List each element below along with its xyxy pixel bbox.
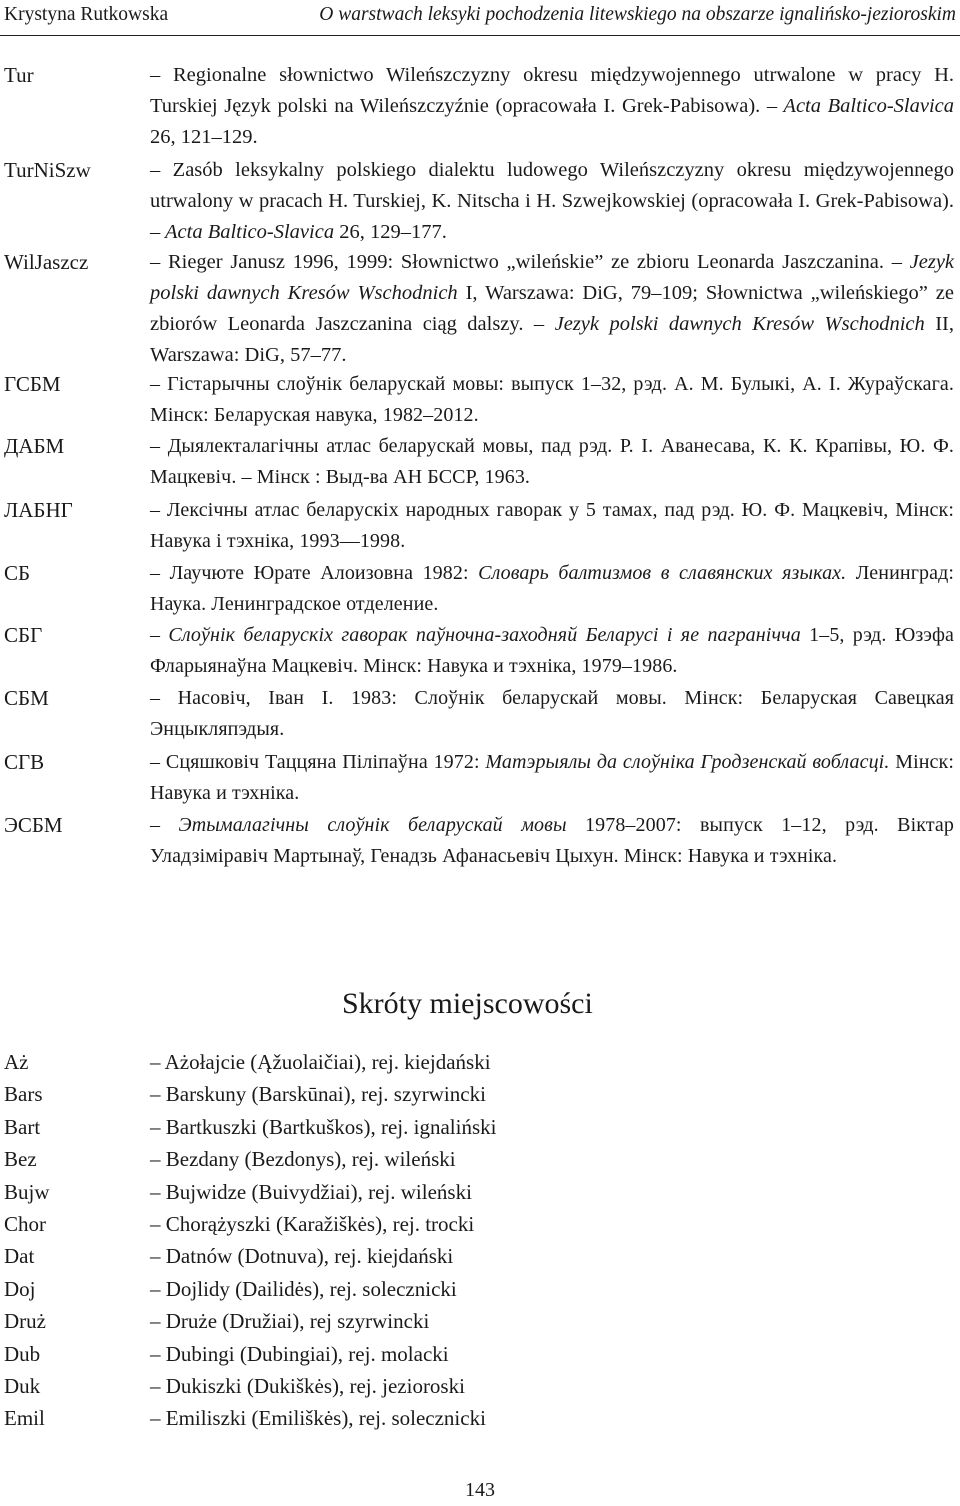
abbreviation-code: СБМ bbox=[4, 686, 49, 710]
text-segment: 26, 121‒129. bbox=[150, 126, 258, 148]
text-segment: Мінск: Навука и тэхніка. bbox=[150, 751, 955, 804]
place-entry bbox=[0, 1046, 960, 1078]
place-entry bbox=[0, 1143, 960, 1175]
place-code: Duk bbox=[4, 1373, 41, 1398]
text-segment: Regionalne słownictwo Wileńszczyzny okresu międzywojennego utrwalone w pracy H. Turskiej Język polski na Wileńszczyźnie (opracowała I. Grek-Pabisowa). bbox=[150, 64, 955, 117]
place-entry bbox=[0, 1240, 960, 1272]
place-code: Dat bbox=[4, 1244, 35, 1269]
place-description: – Bujwidze (Buivydžiai), rej. wileński bbox=[150, 1176, 472, 1208]
place-code: Bujw bbox=[4, 1179, 50, 1204]
text-segment-italic: – Jezyk polski dawnych Kresów Wschodnich bbox=[150, 251, 955, 304]
place-entry bbox=[0, 1402, 960, 1434]
abbreviation-code: ЛАБНГ bbox=[4, 498, 73, 522]
abbreviation-description bbox=[150, 683, 954, 745]
text-segment: 1‒5, рэд. Юзэфа Фларыянаўна Мацкевіч. Мінск: Навука и тэхніка, 1979‒1986. bbox=[150, 624, 954, 677]
abbreviation-description bbox=[150, 155, 954, 248]
place-code: Doj bbox=[4, 1276, 36, 1301]
text-segment: Насовіч, Іван І. 1983: Слоўнік беларускай мовы. Мінск: Беларуская Савецкая Энцыкляпэдыя. bbox=[150, 687, 955, 740]
place-entry bbox=[0, 1305, 960, 1337]
place-description: – Datnów (Dotnuva), rej. kiejdański bbox=[150, 1240, 453, 1272]
text-segment: Ленинград: Наука. Ленинградское отделение. bbox=[150, 562, 955, 615]
abbreviation-description bbox=[150, 620, 954, 682]
abbreviation-code: СБ bbox=[4, 561, 31, 585]
abbreviation-code: TurNiSzw bbox=[4, 158, 91, 182]
abbreviation-code: ДАБМ bbox=[4, 434, 65, 458]
text-segment-italic: – Acta Baltico-Slavica bbox=[150, 221, 335, 243]
text-segment: Rieger Janusz 1996, 1999: Słownictwo „wileńskie” ze zbioru Leonarda Jaszczanina. bbox=[167, 251, 892, 273]
running-head-article-title: O warstwach leksyki pochodzenia litewskiego na obszarze ignalińsko-jezioroskim bbox=[319, 4, 956, 25]
header-rule bbox=[0, 35, 960, 36]
text-segment: I, Warszawa: DiG, 79‒109; Słownictwa „wileńskiego” ze zbiorów Leonarda Jaszczanina ciąg dalszy. bbox=[150, 282, 954, 335]
abbreviation-description bbox=[150, 60, 954, 153]
abbreviation-code: СГВ bbox=[4, 750, 45, 774]
abbreviation-code: WilJaszcz bbox=[4, 250, 89, 274]
text-segment: Лаучюте Юрате Алоизовна 1982: bbox=[169, 562, 479, 584]
place-description: – Bartkuszki (Bartkuškos), rej. ignaliński bbox=[150, 1111, 496, 1143]
page-number: 143 bbox=[465, 1479, 495, 1501]
place-code: Emil bbox=[4, 1406, 45, 1431]
abbreviation-code: СБГ bbox=[4, 623, 43, 647]
place-code: Bart bbox=[4, 1114, 41, 1139]
text-segment: 1978‒2007: выпуск 1‒12, рэд. Віктар Уладзіміравіч Мартынаў, Генадзь Афанасьевіч Цыхун. Мінск: Навука и тэхніка. bbox=[150, 814, 954, 867]
text-segment: Лексічны атлас беларускіх народных гаворак у 5 тамах, пад рэд. Ю. Ф. Мацкевіч, Мінск: Навука і тэхніка, 1993—1998. bbox=[150, 499, 954, 552]
place-code: Bez bbox=[4, 1147, 37, 1172]
text-segment: Дыялекталагічны атлас беларускай мовы, пад рэд. Р. І. Аванесава, К. К. Крапівы, Ю. Ф. Мацкевіч. – Мінск : Выд-ва АН БССР, 1963. bbox=[150, 435, 954, 488]
place-entry bbox=[0, 1176, 960, 1208]
text-segment-italic: – Jezyk polski dawnych Kresów Wschodnich bbox=[533, 313, 925, 335]
place-code: Bars bbox=[4, 1082, 43, 1107]
place-entry bbox=[0, 1338, 960, 1370]
place-code: Dub bbox=[4, 1341, 41, 1366]
abbreviation-description bbox=[150, 247, 954, 371]
text-segment: Гістарычны слоўнік беларускай мовы: выпуск 1‒32, рэд. А. М. Булыкі, А. І. Жураўскага. Мінск: Беларуская навука, 1982‒2012. bbox=[150, 373, 954, 426]
place-description: – Dojlidy (Dailidės), rej. solecznicki bbox=[150, 1273, 457, 1305]
place-entry bbox=[0, 1273, 960, 1305]
text-segment: Zasób leksykalny polskiego dialektu ludowego Wileńszczyzny okresu międzywojennego utrwalony w pracach H. Turskiej, K. Nitscha i H. Szwejkowskiej (opracowała I. Grek-Pabisowa). bbox=[150, 159, 955, 212]
text-segment-italic: Матэрыялы да слоўніка Гродзенскай вобласці. bbox=[485, 751, 890, 773]
abbreviation-code: Tur bbox=[4, 63, 34, 87]
text-segment-italic: Слоўнік беларускіх гаворак паўночна-заходняй Беларусі і яе пагранiчча bbox=[168, 624, 801, 646]
place-description: – Dubingi (Dubingiai), rej. molacki bbox=[150, 1338, 449, 1370]
place-code: Druż bbox=[4, 1309, 46, 1334]
place-code: Aż bbox=[4, 1050, 29, 1074]
abbreviation-code: ЭСБМ bbox=[4, 813, 63, 837]
abbreviation-description bbox=[150, 810, 954, 872]
place-description: – Ażołajcie (Ąžuolaičiai), rej. kiejdański bbox=[150, 1046, 491, 1078]
place-description: – Barskuny (Barskūnai), rej. szyrwincki bbox=[150, 1078, 486, 1110]
place-description: – Emiliszki (Emiliškės), rej. solecznicki bbox=[150, 1402, 486, 1434]
text-segment: II, Warszawa: DiG, 57‒77. bbox=[150, 313, 955, 366]
place-description: – Bezdany (Bezdonys), rej. wileński bbox=[150, 1143, 456, 1175]
place-entry bbox=[0, 1078, 960, 1110]
abbreviation-code: ГСБМ bbox=[4, 372, 61, 396]
running-head-author: Krystyna Rutkowska bbox=[4, 4, 169, 25]
text-segment-italic: Этымалагічны слоўнік беларускай мовы bbox=[178, 814, 567, 836]
place-description: – Chorążyszki (Karažiškės), rej. trocki bbox=[150, 1208, 474, 1240]
place-code: Chor bbox=[4, 1211, 46, 1236]
place-entry bbox=[0, 1370, 960, 1402]
abbreviation-description bbox=[150, 369, 954, 431]
abbreviation-description bbox=[150, 495, 954, 557]
text-segment-italic: – Acta Baltico-Slavica bbox=[766, 95, 954, 117]
abbreviation-description bbox=[150, 431, 954, 493]
abbreviation-description bbox=[150, 558, 954, 620]
text-segment-italic: Словарь балтизмов в славянских языках. bbox=[478, 562, 847, 584]
abbreviation-description bbox=[150, 747, 954, 809]
place-description: – Dukiszki (Dukiškės), rej. jezioroski bbox=[150, 1370, 465, 1402]
place-entry bbox=[0, 1208, 960, 1240]
place-description: – Druże (Družiai), rej szyrwincki bbox=[150, 1305, 429, 1337]
place-abbreviations-list bbox=[0, 1046, 960, 1435]
section-title-text: Skróty miejscowości bbox=[342, 987, 593, 1020]
place-entry bbox=[0, 1111, 960, 1143]
text-segment: 26, 129‒177. bbox=[334, 221, 447, 243]
text-segment: Сцяшковіч Таццяна Піліпаўна 1972: bbox=[165, 751, 486, 773]
